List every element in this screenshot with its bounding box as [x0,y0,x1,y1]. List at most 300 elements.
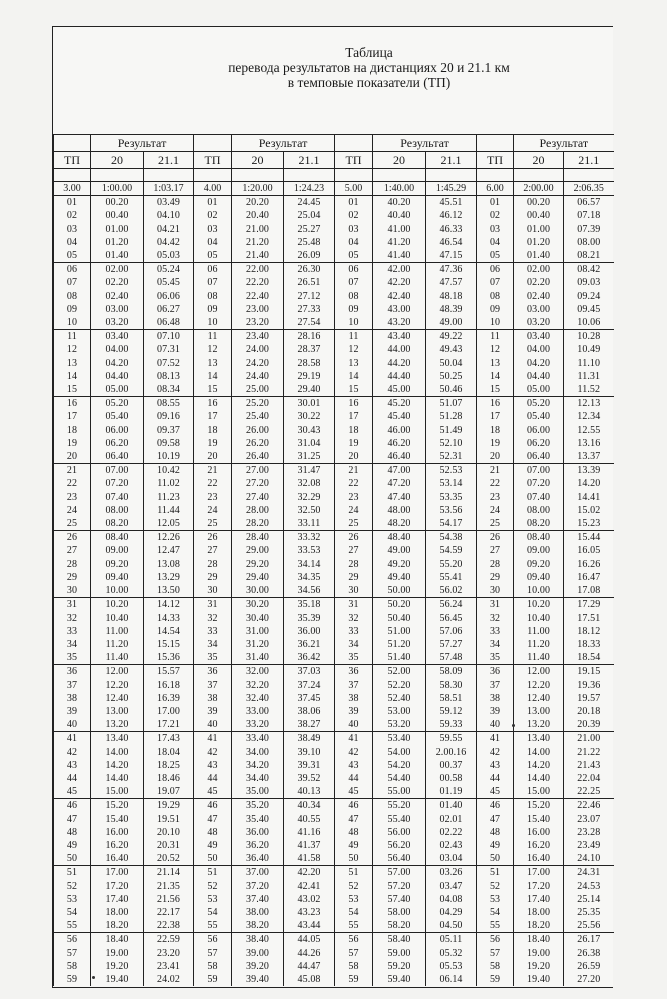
cell-20: 08.20 [514,517,564,531]
cell-tp: 10 [477,316,514,330]
cell-tp: 38 [477,692,514,705]
cell-21: 02.22 [426,826,477,839]
cell-20: 26.40 [232,450,284,464]
cell-21: 56.02 [426,584,477,598]
table-row [54,746,614,759]
cell-21: 05.24 [144,263,194,277]
cell-21: 47.57 [426,276,477,289]
cell-20: 05.40 [91,410,144,423]
table-row [54,357,614,370]
cell-tp: 32 [477,612,514,625]
cell-20: 37.00 [232,866,284,880]
cell-20: 02.40 [514,290,564,303]
cell-21: 22.25 [564,785,614,799]
cell-20: 03.20 [91,316,144,330]
cell-tp: 25 [194,517,232,531]
cell-21: 04.29 [426,906,477,919]
cell-21: 49.22 [426,330,477,344]
cell-20: 33.20 [232,718,284,732]
cell-tp: 45 [194,785,232,799]
cell-tp: 33 [477,625,514,638]
table-row [54,531,614,545]
table-row [54,705,614,718]
cell-21: 49.43 [426,343,477,356]
table-row [54,196,614,210]
cell-tp: 55 [54,919,91,933]
cell-20: 05.40 [514,410,564,423]
cell-tp: 53 [54,893,91,906]
header-result: Результат [514,135,614,152]
cell-tp: 59 [335,973,373,986]
cell-20: 17.00 [514,866,564,880]
cell-21: 05.53 [426,960,477,973]
cell-21: 37.24 [284,679,335,692]
cell-21: 33.32 [284,531,335,545]
cell-21: 06.06 [144,290,194,303]
cell-tp: 38 [194,692,232,705]
cell-21: 41.37 [284,839,335,852]
cell-21: 46.33 [426,223,477,236]
cell-tp: 05 [335,249,373,263]
cell-20: 08.40 [91,531,144,545]
table-row [54,638,614,651]
cell-20: 09.40 [91,571,144,584]
cell-20: 29.00 [232,544,284,557]
header-blank [54,135,91,152]
cell-tp: 06 [194,263,232,277]
table-row [54,584,614,598]
table-row [54,477,614,490]
cell-21: 30.43 [284,424,335,437]
cell-tp: 37 [54,679,91,692]
cell-20: 13.00 [514,705,564,718]
cell-20: 48.20 [373,517,426,531]
cell-20: 06.20 [514,437,564,450]
cell-tp: 08 [54,290,91,303]
cell-21: 09.16 [144,410,194,423]
cell-20: 00.20 [91,196,144,210]
cell-21: 28.16 [284,330,335,344]
cell-20: 09.00 [514,544,564,557]
cell-21: 56.45 [426,612,477,625]
cell-20: 28.40 [232,531,284,545]
cell-tp: 02 [194,209,232,222]
cell-21: 2:06.35 [564,182,614,196]
cell-21: 30.01 [284,397,335,411]
cell-21: 1:03.17 [144,182,194,196]
cell-tp: 37 [194,679,232,692]
cell-21: 31.25 [284,450,335,464]
cell-tp: 18 [335,424,373,437]
cell-tp: 54 [335,906,373,919]
cell-tp: 11 [54,330,91,344]
cell-21: 50.04 [426,357,477,370]
cell-tp: 22 [477,477,514,490]
cell-tp: 26 [335,531,373,545]
cell-20: 45.00 [373,383,426,397]
cell-21: 35.39 [284,612,335,625]
cell-20: 11.40 [91,651,144,665]
cell-20: 27.40 [232,491,284,504]
table-row [54,826,614,839]
cell-20: 40.20 [373,196,426,210]
cell-tp: 45 [54,785,91,799]
cell-21: 40.13 [284,785,335,799]
cell-20: 11.40 [514,651,564,665]
cell-20: 12.00 [514,665,564,679]
cell-tp: 52 [54,880,91,893]
cell-21: 16.26 [577,558,601,570]
cell-tp: 29 [54,571,91,584]
cell-20: 42.40 [373,290,426,303]
cell-21: 13.08 [144,558,194,571]
cell-tp: 01 [194,196,232,210]
cell-tp: 39 [477,705,514,718]
cell-20: 17.40 [91,893,144,906]
cell-20: 07.20 [91,477,144,490]
cell-tp: 27 [54,544,91,557]
cell-21: 05.11 [426,933,477,947]
cell-21: 26.09 [284,249,335,263]
cell-20: 39.00 [232,947,284,960]
cell-tp: 14 [477,370,514,383]
cell-21: 27.33 [284,303,335,316]
table-row [54,370,614,383]
cell-21: 54.17 [426,517,477,531]
cell-tp: 42 [477,746,514,759]
cell-21: 08.00 [577,236,601,248]
cell-20: 14.40 [514,772,564,785]
ink-mark [512,724,515,727]
cell-21: 53.56 [426,504,477,517]
cell-tp: 05 [54,249,91,263]
cell-tp: 59 [194,973,232,986]
cell-21: 42.20 [284,866,335,880]
cell-21: 18.46 [144,772,194,785]
cell-tp: 30 [194,584,232,598]
cell-21: 57.06 [426,625,477,638]
cell-21: 21.56 [144,893,194,906]
table-row [54,785,614,799]
cell-tp: 53 [335,893,373,906]
cell-tp: 31 [54,598,91,612]
cell-20: 15.00 [91,785,144,799]
cell-20: 25.00 [232,383,284,397]
cell-21: 20.31 [144,839,194,852]
cell-21: 25.04 [284,209,335,222]
cell-tp: 26 [54,531,91,545]
cell-21: 21.14 [144,866,194,880]
table-row [54,612,614,625]
cell-tp: 03 [194,223,232,236]
cell-20: 49.20 [373,558,426,571]
cell-20: 11.20 [91,638,144,651]
cell-21: 23.41 [144,960,194,973]
cell-tp: 14 [54,370,91,383]
cell-tp: 49 [194,839,232,852]
cell-21: 51.49 [426,424,477,437]
header-21: 21.1 [284,152,335,169]
cell-tp: 34 [194,638,232,651]
cell-20: 05.00 [514,383,564,397]
cell-21: 24.45 [284,196,335,210]
cell-21: 19.36 [577,679,601,691]
cell-20: 10.40 [91,612,144,625]
cell-tp: 28 [194,558,232,571]
cell-21: 05.32 [426,947,477,960]
cell-20: 54.00 [373,746,426,759]
cell-20: 57.40 [373,893,426,906]
cell-tp: 31 [477,598,514,612]
cell-tp: 42 [54,746,91,759]
cell-20: 23.40 [232,330,284,344]
cell-21: 23.49 [577,839,601,851]
cell-tp: 07 [335,276,373,289]
cell-tp: 08 [194,290,232,303]
cell-21: 39.10 [284,746,335,759]
cell-20: 23.20 [232,316,284,330]
cell-tp: 53 [477,893,514,906]
cell-21: 04.08 [426,893,477,906]
cell-21: 37.03 [284,665,335,679]
cell-20: 14.20 [91,759,144,772]
cell-tp: 58 [477,960,514,973]
cell-20: 2:00.00 [514,182,564,196]
cell-21: 33.53 [284,544,335,557]
cell-tp: 57 [335,947,373,960]
cell-21: 41.58 [284,852,335,866]
cell-21: 08.13 [144,370,194,383]
cell-tp: 56 [335,933,373,947]
cell-20: 11.00 [514,625,564,638]
cell-tp: 13 [335,357,373,370]
cell-20: 33.00 [232,705,284,718]
table-row [54,866,614,880]
cell-21: 46.12 [426,209,477,222]
cell-tp: 32 [54,612,91,625]
cell-tp: 04 [194,236,232,249]
cell-20: 18.00 [91,906,144,919]
table-row [54,330,614,344]
cell-20: 21.20 [232,236,284,249]
table-row [54,880,614,893]
cell-20: 09.20 [91,558,144,571]
cell-tp: 28 [477,558,514,571]
cell-20: 36.20 [232,839,284,852]
cell-21: 12.26 [144,531,194,545]
cell-20: 08.00 [91,504,144,517]
cell-21: 26.51 [284,276,335,289]
cell-21: 16.05 [577,545,601,557]
cell-20: 32.20 [232,679,284,692]
table-row [54,209,614,222]
cell-21: 34.56 [284,584,335,598]
cell-tp: 02 [335,209,373,222]
cell-20: 43.20 [373,316,426,330]
cell-20: 06.00 [91,424,144,437]
cell-20: 32.40 [232,692,284,705]
cell-20: 36.40 [232,852,284,866]
cell-20: 16.00 [514,826,564,839]
cell-tp: 35 [335,651,373,665]
cell-tp: 43 [194,759,232,772]
cell-tp: 39 [54,705,91,718]
cell-21: 11.10 [577,357,601,369]
cell-21: 24.02 [144,973,194,986]
cell-21: 18.33 [577,638,601,650]
cell-tp: 13 [194,357,232,370]
table-row [54,223,614,236]
cell-tp: 15 [335,383,373,397]
cell-tp: 34 [54,638,91,651]
cell-tp: 27 [335,544,373,557]
table-row [54,517,614,531]
cell-tp: 07 [194,276,232,289]
cell-tp: 35 [54,651,91,665]
cell-20: 53.00 [373,705,426,718]
cell-21: 15.02 [577,504,601,516]
cell-20: 02.40 [91,290,144,303]
cell-20: 52.40 [373,692,426,705]
cell-21: 22.04 [577,772,601,784]
cell-20: 13.40 [514,732,564,746]
cell-tp: 54 [477,906,514,919]
cell-tp: 44 [54,772,91,785]
cell-20: 56.00 [373,826,426,839]
cell-20: 20.20 [232,196,284,210]
cell-21: 26.30 [284,263,335,277]
cell-21: 1:24.23 [284,182,335,196]
cell-20: 27.00 [232,464,284,478]
cell-21: 05.45 [144,276,194,289]
cell-20: 38.20 [232,919,284,933]
cell-20: 31.20 [232,638,284,651]
cell-20: 24.20 [232,357,284,370]
table-row [54,973,614,986]
cell-20: 26.00 [232,424,284,437]
cell-20: 09.20 [514,558,564,571]
cell-21: 25.35 [577,906,601,918]
cell-tp: 21 [477,464,514,478]
cell-21: 59.55 [426,732,477,746]
cell-21: 15.36 [144,651,194,665]
cell-20: 50.40 [373,612,426,625]
cell-21: 21.43 [577,759,601,771]
cell-tp: 49 [335,839,373,852]
cell-20: 51.20 [373,638,426,651]
cell-20: 48.00 [373,504,426,517]
cell-tp: 41 [54,732,91,746]
cell-21: 35.18 [284,598,335,612]
cell-tp: 44 [335,772,373,785]
cell-20: 46.20 [373,437,426,450]
cell-tp: 58 [194,960,232,973]
cell-21: 50.46 [426,383,477,397]
cell-21: 08.21 [564,249,614,263]
cell-20: 15.20 [91,799,144,813]
cell-20: 41.20 [373,236,426,249]
table-row [54,303,614,316]
cell-20: 22.00 [232,263,284,277]
cell-21: 12.47 [144,544,194,557]
cell-tp: 02 [477,209,514,222]
title-line-3: в темповые показатели (ТП) [287,75,451,90]
cell-tp: 43 [54,759,91,772]
cell-tp: 29 [477,571,514,584]
table-row [54,732,614,746]
header-tp: ТП [477,152,514,169]
cell-21: 43.02 [284,893,335,906]
cell-20: 49.40 [373,571,426,584]
cell-20: 12.40 [91,692,144,705]
cell-20: 44.20 [373,357,426,370]
cell-21: 17.51 [577,612,601,624]
cell-21: 54.59 [426,544,477,557]
cell-21: 49.00 [426,316,477,330]
cell-20: 24.40 [232,370,284,383]
cell-20: 22.40 [232,290,284,303]
cell-20: 27.20 [232,477,284,490]
cell-20: 14.00 [514,746,564,759]
ink-mark [92,976,95,979]
cell-21: 19.57 [577,692,601,704]
cell-20: 47.20 [373,477,426,490]
cell-tp: 34 [477,638,514,651]
cell-tp: 16 [335,397,373,411]
cell-20: 08.00 [514,504,564,517]
cell-20: 41.00 [373,223,426,236]
cell-tp: 10 [54,316,91,330]
cell-tp: 51 [194,866,232,880]
table-row [54,893,614,906]
cell-tp: 36 [335,665,373,679]
cell-20: 15.40 [91,813,144,826]
table-row [54,679,614,692]
cell-21: 29.40 [284,383,335,397]
cell-21: 17.43 [144,732,194,746]
cell-tp: 24 [477,504,514,517]
cell-21: 29.19 [284,370,335,383]
cell-20: 58.40 [373,933,426,947]
cell-tp: 22 [194,477,232,490]
cell-21: 57.27 [426,638,477,651]
cell-21: 34.14 [284,558,335,571]
cell-21: 07.18 [577,210,601,222]
cell-20: 06.40 [514,450,564,464]
cell-20: 18.20 [91,919,144,933]
table-row [54,571,614,584]
table-row [54,544,614,557]
cell-21: 25.48 [284,236,335,249]
cell-21: 53.14 [426,477,477,490]
cell-20: 13.20 [514,718,564,732]
cell-tp: 24 [54,504,91,517]
cell-tp: 46 [335,799,373,813]
cell-tp: 18 [54,424,91,437]
header-21: 21.1 [426,152,477,169]
cell-tp: 38 [54,692,91,705]
cell-21: 50.25 [426,370,477,383]
cell-21: 07.39 [577,223,601,235]
header-20: 20 [373,152,426,169]
cell-20: 16.20 [91,839,144,852]
cell-21: 18.54 [564,651,614,665]
cell-tp: 53 [194,893,232,906]
cell-tp: 50 [477,852,514,866]
cell-20: 43.40 [373,330,426,344]
cell-21: 55.41 [426,571,477,584]
cell-tp: 26 [194,531,232,545]
